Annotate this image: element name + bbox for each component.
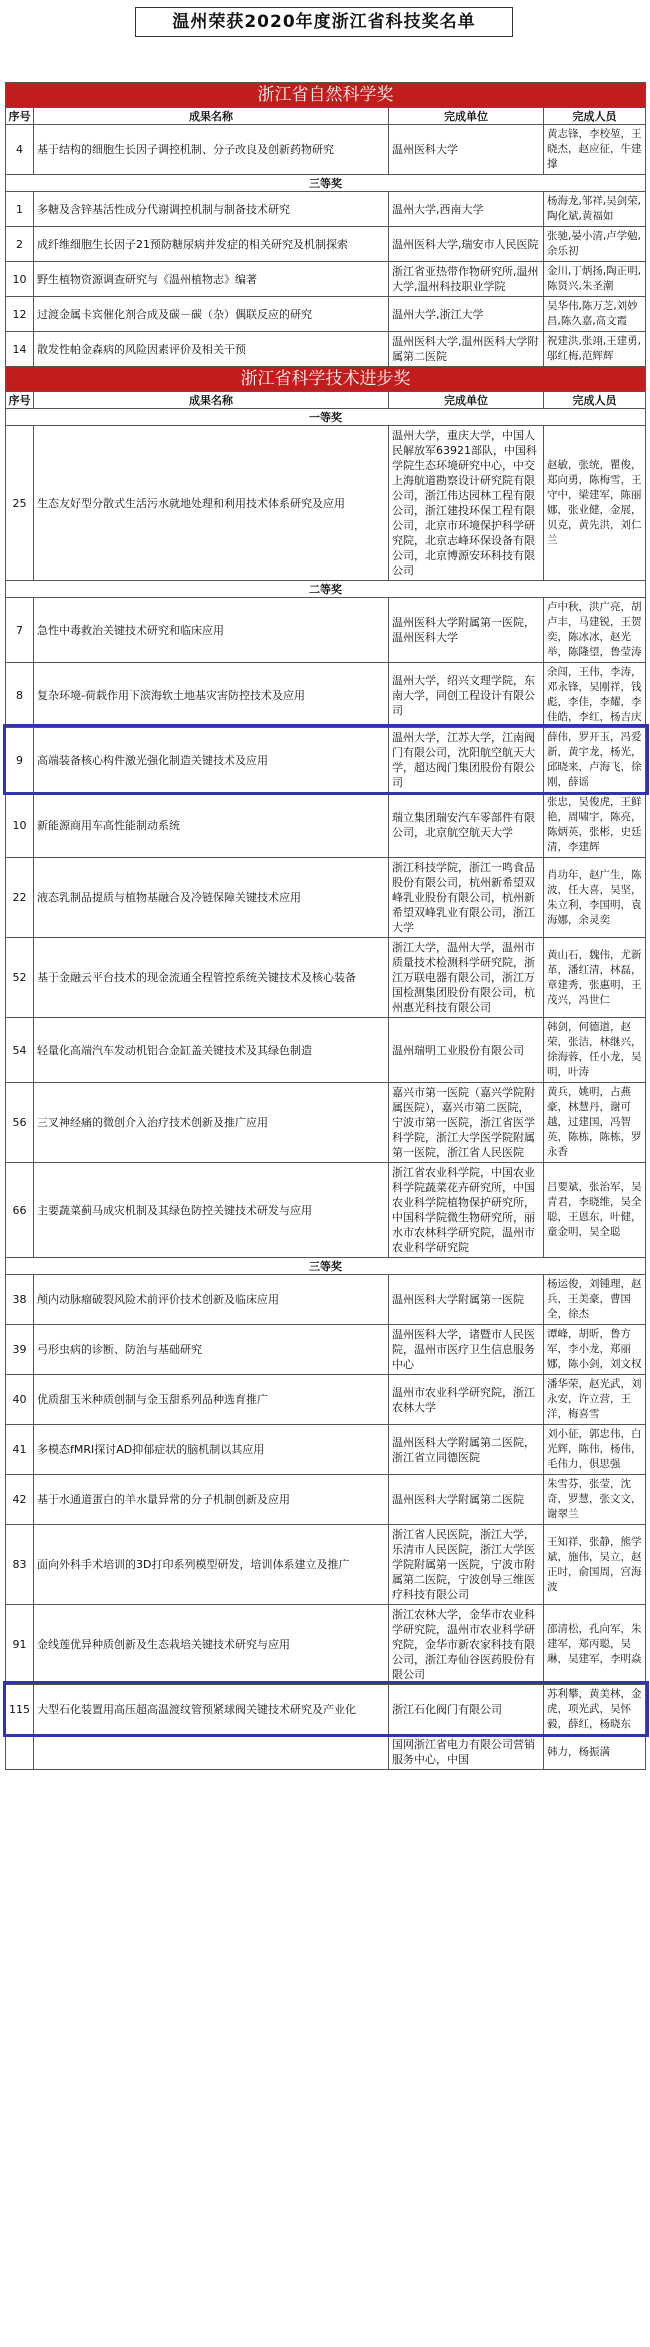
row-number: 12 — [6, 297, 34, 332]
achievement-name: 面向外科手术培训的3D打印系列模型研发，培训体系建立及推广 — [34, 1525, 389, 1605]
completing-unit: 嘉兴市第一医院（嘉兴学院附属医院），嘉兴市第二医院，宁波市第一医院，浙江省医学科学院，浙江大学医学院附属第一医院，浙江省人民医院 — [389, 1083, 544, 1163]
completing-persons: 卢中秋，洪广亮，胡卢丰，马建锐，王贺奕，陈冰冰，赵光举，陈隆望，鲁莹涛 — [544, 598, 646, 663]
award-level: 一等奖 — [6, 409, 646, 426]
row-number: 1 — [6, 192, 34, 227]
completing-unit: 温州大学,浙江大学 — [389, 297, 544, 332]
achievement-name: 轻量化高端汽车发动机铝合金缸盖关键技术及其绿色制造 — [34, 1018, 389, 1083]
achievement-name: 大型石化装置用高压超高温渡纹管预紧球阀关键技术研究及产业化 — [34, 1685, 389, 1735]
category-header-row — [6, 83, 646, 108]
completing-persons: 黄志锋，李校堃，王晓杰，赵应征，牛建撑 — [544, 125, 646, 175]
completing-unit: 温州大学，绍兴文理学院，东南大学，同创工程设计有限公司 — [389, 663, 544, 728]
award-level: 三等奖 — [6, 1258, 646, 1275]
completing-persons: 杨海龙,邹祥,吴剑荣,陶化斌,黄福如 — [544, 192, 646, 227]
award-level: 二等奖 — [6, 581, 646, 598]
achievement-name: 新能源商用车高性能制动系统 — [34, 793, 389, 858]
table-row — [6, 1275, 646, 1325]
row-number: 8 — [6, 663, 34, 728]
completing-unit: 国网浙江省电力有限公司营销服务中心，中国 — [389, 1735, 544, 1770]
award-level-row — [6, 581, 646, 598]
award-level-row — [6, 409, 646, 426]
row-number — [6, 1735, 34, 1770]
column-header-no: 序号 — [6, 108, 34, 125]
achievement-name: 复杂环境-荷载作用下滨海软土地基灾害防控技术及应用 — [34, 663, 389, 728]
completing-persons: 祝建洪,张翊,王建勇,邬红梅,范辉辉 — [544, 332, 646, 367]
completing-persons: 潘华荣，赵光武，刘永安，许立营，王洋，梅喜雪 — [544, 1375, 646, 1425]
row-number: 115 — [6, 1685, 34, 1735]
row-number: 14 — [6, 332, 34, 367]
row-number: 2 — [6, 227, 34, 262]
completing-unit: 温州医科大学,温州医科大学附属第二医院 — [389, 332, 544, 367]
completing-unit: 温州大学,西南大学 — [389, 192, 544, 227]
column-header-row — [6, 392, 646, 409]
completing-unit: 温州市农业科学研究院，浙江农林大学 — [389, 1375, 544, 1425]
table-row — [6, 598, 646, 663]
page-title: 温州荣获2020年度浙江省科技奖名单 — [135, 7, 513, 37]
achievement-name: 基于水通道蛋白的羊水量异常的分子机制创新及应用 — [34, 1475, 389, 1525]
awards-table — [5, 82, 646, 1770]
column-header-row — [6, 108, 646, 125]
completing-persons: 金川,丁炳扬,陶正明,陈贤兴,朱圣潮 — [544, 262, 646, 297]
achievement-name: 野生植物资源调查研究与《温州植物志》编著 — [34, 262, 389, 297]
achievement-name: 多糖及含锌基活性成分代谢调控机制与制备技术研究 — [34, 192, 389, 227]
column-header-name: 成果名称 — [34, 108, 389, 125]
table-row — [6, 663, 646, 728]
row-number: 7 — [6, 598, 34, 663]
completing-unit: 温州医科大学附属第二医院，浙江省立同德医院 — [389, 1425, 544, 1475]
table-row — [6, 938, 646, 1018]
completing-unit: 浙江科技学院，浙江一鸣食品股份有限公司，杭州新希望双峰乳业股份有限公司，杭州新希望双峰乳业有限公司，浙江大学 — [389, 858, 544, 938]
achievement-name: 金线莲优异种质创新及生态栽培关键技术研究与应用 — [34, 1605, 389, 1685]
table-row — [6, 227, 646, 262]
achievement-name — [34, 1735, 389, 1770]
achievement-name: 三叉神经痛的微创介入治疗技术创新及推广应用 — [34, 1083, 389, 1163]
completing-unit: 温州瑞明工业股份有限公司 — [389, 1018, 544, 1083]
table-row — [6, 332, 646, 367]
table-row — [6, 192, 646, 227]
table-row — [6, 1083, 646, 1163]
column-header-unit: 完成单位 — [389, 392, 544, 409]
table-row — [6, 262, 646, 297]
row-number: 10 — [6, 262, 34, 297]
row-number: 54 — [6, 1018, 34, 1083]
achievement-name: 急性中毒救治关键技术研究和临床应用 — [34, 598, 389, 663]
completing-unit: 温州医科大学 — [389, 125, 544, 175]
row-number: 56 — [6, 1083, 34, 1163]
completing-unit: 浙江省农业科学院，中国农业科学院蔬菜花卉研究所，中国农业科学院植物保护研究所，中国科学院微生物研究所，丽水市农林科学研究院，温州市农业科学研究院 — [389, 1163, 544, 1258]
completing-persons: 谭峰，胡昕，鲁方军，李小龙，郑丽娜，陈小剑，刘文权 — [544, 1325, 646, 1375]
achievement-name: 散发性帕金森病的风险因素评价及相关干预 — [34, 332, 389, 367]
column-header-person: 完成人员 — [544, 392, 646, 409]
completing-unit: 温州医科大学，诸暨市人民医院，温州市医疗卫生信息服务中心 — [389, 1325, 544, 1375]
row-number: 42 — [6, 1475, 34, 1525]
column-header-person: 完成人员 — [544, 108, 646, 125]
table-row — [6, 1018, 646, 1083]
row-number: 25 — [6, 426, 34, 581]
table-row — [6, 125, 646, 175]
completing-persons: 韩力，杨振满 — [544, 1735, 646, 1770]
table-row — [6, 297, 646, 332]
row-number: 10 — [6, 793, 34, 858]
table-row — [6, 1525, 646, 1605]
achievement-name: 高端装备核心构件激光强化制造关键技术及应用 — [34, 728, 389, 793]
table-row — [6, 1735, 646, 1770]
completing-unit: 浙江省亚热带作物研究所,温州大学,温州科技职业学院 — [389, 262, 544, 297]
achievement-name: 颅内动脉瘤破裂风险术前评价技术创新及临床应用 — [34, 1275, 389, 1325]
category-header-row — [6, 367, 646, 392]
row-number: 22 — [6, 858, 34, 938]
row-number: 52 — [6, 938, 34, 1018]
completing-unit: 温州医科大学附属第一医院 — [389, 1275, 544, 1325]
achievement-name: 主要蔬菜蓟马成灾机制及其绿色防控关键技术研发与应用 — [34, 1163, 389, 1258]
achievement-name: 生态友好型分散式生活污水就地处理和利用技术体系研究及应用 — [34, 426, 389, 581]
completing-persons: 杨运俊，刘锺理，赵兵，王美豪，曹国全，徐杰 — [544, 1275, 646, 1325]
completing-unit: 浙江大学，温州大学，温州市质量技术检测科学研究院，浙江万联电器有限公司，浙江万国检测集团股份有限公司，杭州惠光科技有限公司 — [389, 938, 544, 1018]
category-title: 浙江省自然科学奖 — [6, 83, 646, 108]
table-row — [6, 793, 646, 858]
completing-persons: 张驰,晏小清,卢学勉,余乐初 — [544, 227, 646, 262]
row-number: 40 — [6, 1375, 34, 1425]
row-number: 39 — [6, 1325, 34, 1375]
table-row — [6, 1375, 646, 1425]
completing-persons: 吕要斌，张治军，吴青君，李晓维，吴全聪，王恩东，叶健，童金明，吴全聪 — [544, 1163, 646, 1258]
table-row — [6, 728, 646, 793]
row-number: 4 — [6, 125, 34, 175]
row-number: 91 — [6, 1605, 34, 1685]
table-row — [6, 1475, 646, 1525]
column-header-unit: 完成单位 — [389, 108, 544, 125]
title-banner — [0, 0, 650, 62]
completing-unit: 浙江农林大学，金华市农业科学研究院，温州市农业科学研究院，金华市新农家科技有限公司，浙江寿仙谷医药股份有限公司 — [389, 1605, 544, 1685]
completing-persons: 黄山石，魏伟，尤新革，潘红清，林磊，章建秀，张惠明，王茂兴，冯世仁 — [544, 938, 646, 1018]
achievement-name: 液态乳制品提质与植物基融合及冷链保障关键技术应用 — [34, 858, 389, 938]
row-number: 38 — [6, 1275, 34, 1325]
completing-unit: 浙江省人民医院，浙江大学，乐清市人民医院，浙江大学医学院附属第一医院，宁波市附属第二医院，宁波创导三维医疗科技有限公司 — [389, 1525, 544, 1605]
completing-unit: 浙江石化阀门有限公司 — [389, 1685, 544, 1735]
category-title: 浙江省科学技术进步奖 — [6, 367, 646, 392]
table-row — [6, 1163, 646, 1258]
achievement-name: 基于结构的细胞生长因子调控机制、分子改良及创新药物研究 — [34, 125, 389, 175]
completing-unit: 温州医科大学附属第二医院 — [389, 1475, 544, 1525]
achievement-name: 弓形虫病的诊断、防治与基础研究 — [34, 1325, 389, 1375]
completing-persons: 吴华伟,陈万芝,刘妙昌,陈久嘉,高文霞 — [544, 297, 646, 332]
column-header-no: 序号 — [6, 392, 34, 409]
row-number: 9 — [6, 728, 34, 793]
row-number: 66 — [6, 1163, 34, 1258]
completing-unit: 温州大学，江苏大学，江南阀门有限公司，沈阳航空航天大学，超达阀门集团股份有限公司 — [389, 728, 544, 793]
achievement-name: 过渡金属卡宾催化剂合成及碳－碳（杂）偶联反应的研究 — [34, 297, 389, 332]
completing-persons: 赵敏，张统，瞿俊，郑向勇，陈梅雪，王守中，梁建军，陈丽娜，张业健，金展，贝克，黄先洪，刘仁兰 — [544, 426, 646, 581]
achievement-name: 成纤维细胞生长因子21预防糖尿病并发症的相关研究及机制探索 — [34, 227, 389, 262]
completing-unit: 温州医科大学附属第一医院，温州医科大学 — [389, 598, 544, 663]
completing-persons: 苏利攀，黄美林，金虎，项光武，吴怀毅，薛红，杨晓东 — [544, 1685, 646, 1735]
table-row — [6, 1605, 646, 1685]
completing-unit: 瑞立集团瑞安汽车零部件有限公司，北京航空航天大学 — [389, 793, 544, 858]
completing-persons: 肖功年，赵广生，陈波，任大喜，吴坚，朱立利，李国明，袁海娜，余灵奕 — [544, 858, 646, 938]
table-row — [6, 1425, 646, 1475]
completing-persons: 朱雪芬，张莹，沈奇，罗慧，张文文，谢翠兰 — [544, 1475, 646, 1525]
row-number: 41 — [6, 1425, 34, 1475]
achievement-name: 优质甜玉米种质创制与金玉甜系列品种选育推广 — [34, 1375, 389, 1425]
completing-persons: 刘小征，郭忠伟，白光辉，陈伟，杨伟，毛伟力，俱思强 — [544, 1425, 646, 1475]
award-level: 三等奖 — [6, 175, 646, 192]
column-header-name: 成果名称 — [34, 392, 389, 409]
completing-persons: 余闯，王伟，李涛，邓永锋，吴刚祥，钱彪，李佳，李耀，李佳皓，李红，杨吉庆 — [544, 663, 646, 728]
award-level-row — [6, 1258, 646, 1275]
award-level-row — [6, 175, 646, 192]
completing-persons: 王知祥，张静，熊学斌，施伟，吴立，赵正吋，俞国周，宫海波 — [544, 1525, 646, 1605]
completing-persons: 张忠，吴俊虎，王鲜艳，周啸宇，陈亮，陈炳英，张彬，史廷清，李建辉 — [544, 793, 646, 858]
completing-persons: 韩剑，何德道，赵荣，张洁，林继兴，徐海蓉，任小龙，吴明，叶涛 — [544, 1018, 646, 1083]
table-row — [6, 1325, 646, 1375]
table-row — [6, 1685, 646, 1735]
completing-persons: 薛伟，罗开玉，冯爱新，黄宇龙，杨光，邱晓来，卢海飞，徐刚，薛谣 — [544, 728, 646, 793]
table-row — [6, 426, 646, 581]
table-row — [6, 858, 646, 938]
completing-persons: 邵清松，孔向军，朱建军，郑丙聪，吴琳，吴建军，李明焱 — [544, 1605, 646, 1685]
completing-unit: 温州大学，重庆大学，中国人民解放军63921部队，中国科学院生态环境研究中心，中交上海航道勘察设计研究院有限公司，浙江伟达园林工程有限公司，浙江建投环保工程有限公司，北京市环境保护科学研究院，北京志峰环保设备有限公司，北京博源安环科技有限公司 — [389, 426, 544, 581]
achievement-name: 基于金融云平台技术的现金流通全程管控系统关键技术及核心装备 — [34, 938, 389, 1018]
achievement-name: 多模态fMRI探讨AD抑郁症状的脑机制以其应用 — [34, 1425, 389, 1475]
completing-persons: 黄兵，姚明，占燕豪，林慧丹，谢可越，过建国，冯智英，陈栋，陈栋，罗永香 — [544, 1083, 646, 1163]
row-number: 83 — [6, 1525, 34, 1605]
completing-unit: 温州医科大学,瑞安市人民医院 — [389, 227, 544, 262]
